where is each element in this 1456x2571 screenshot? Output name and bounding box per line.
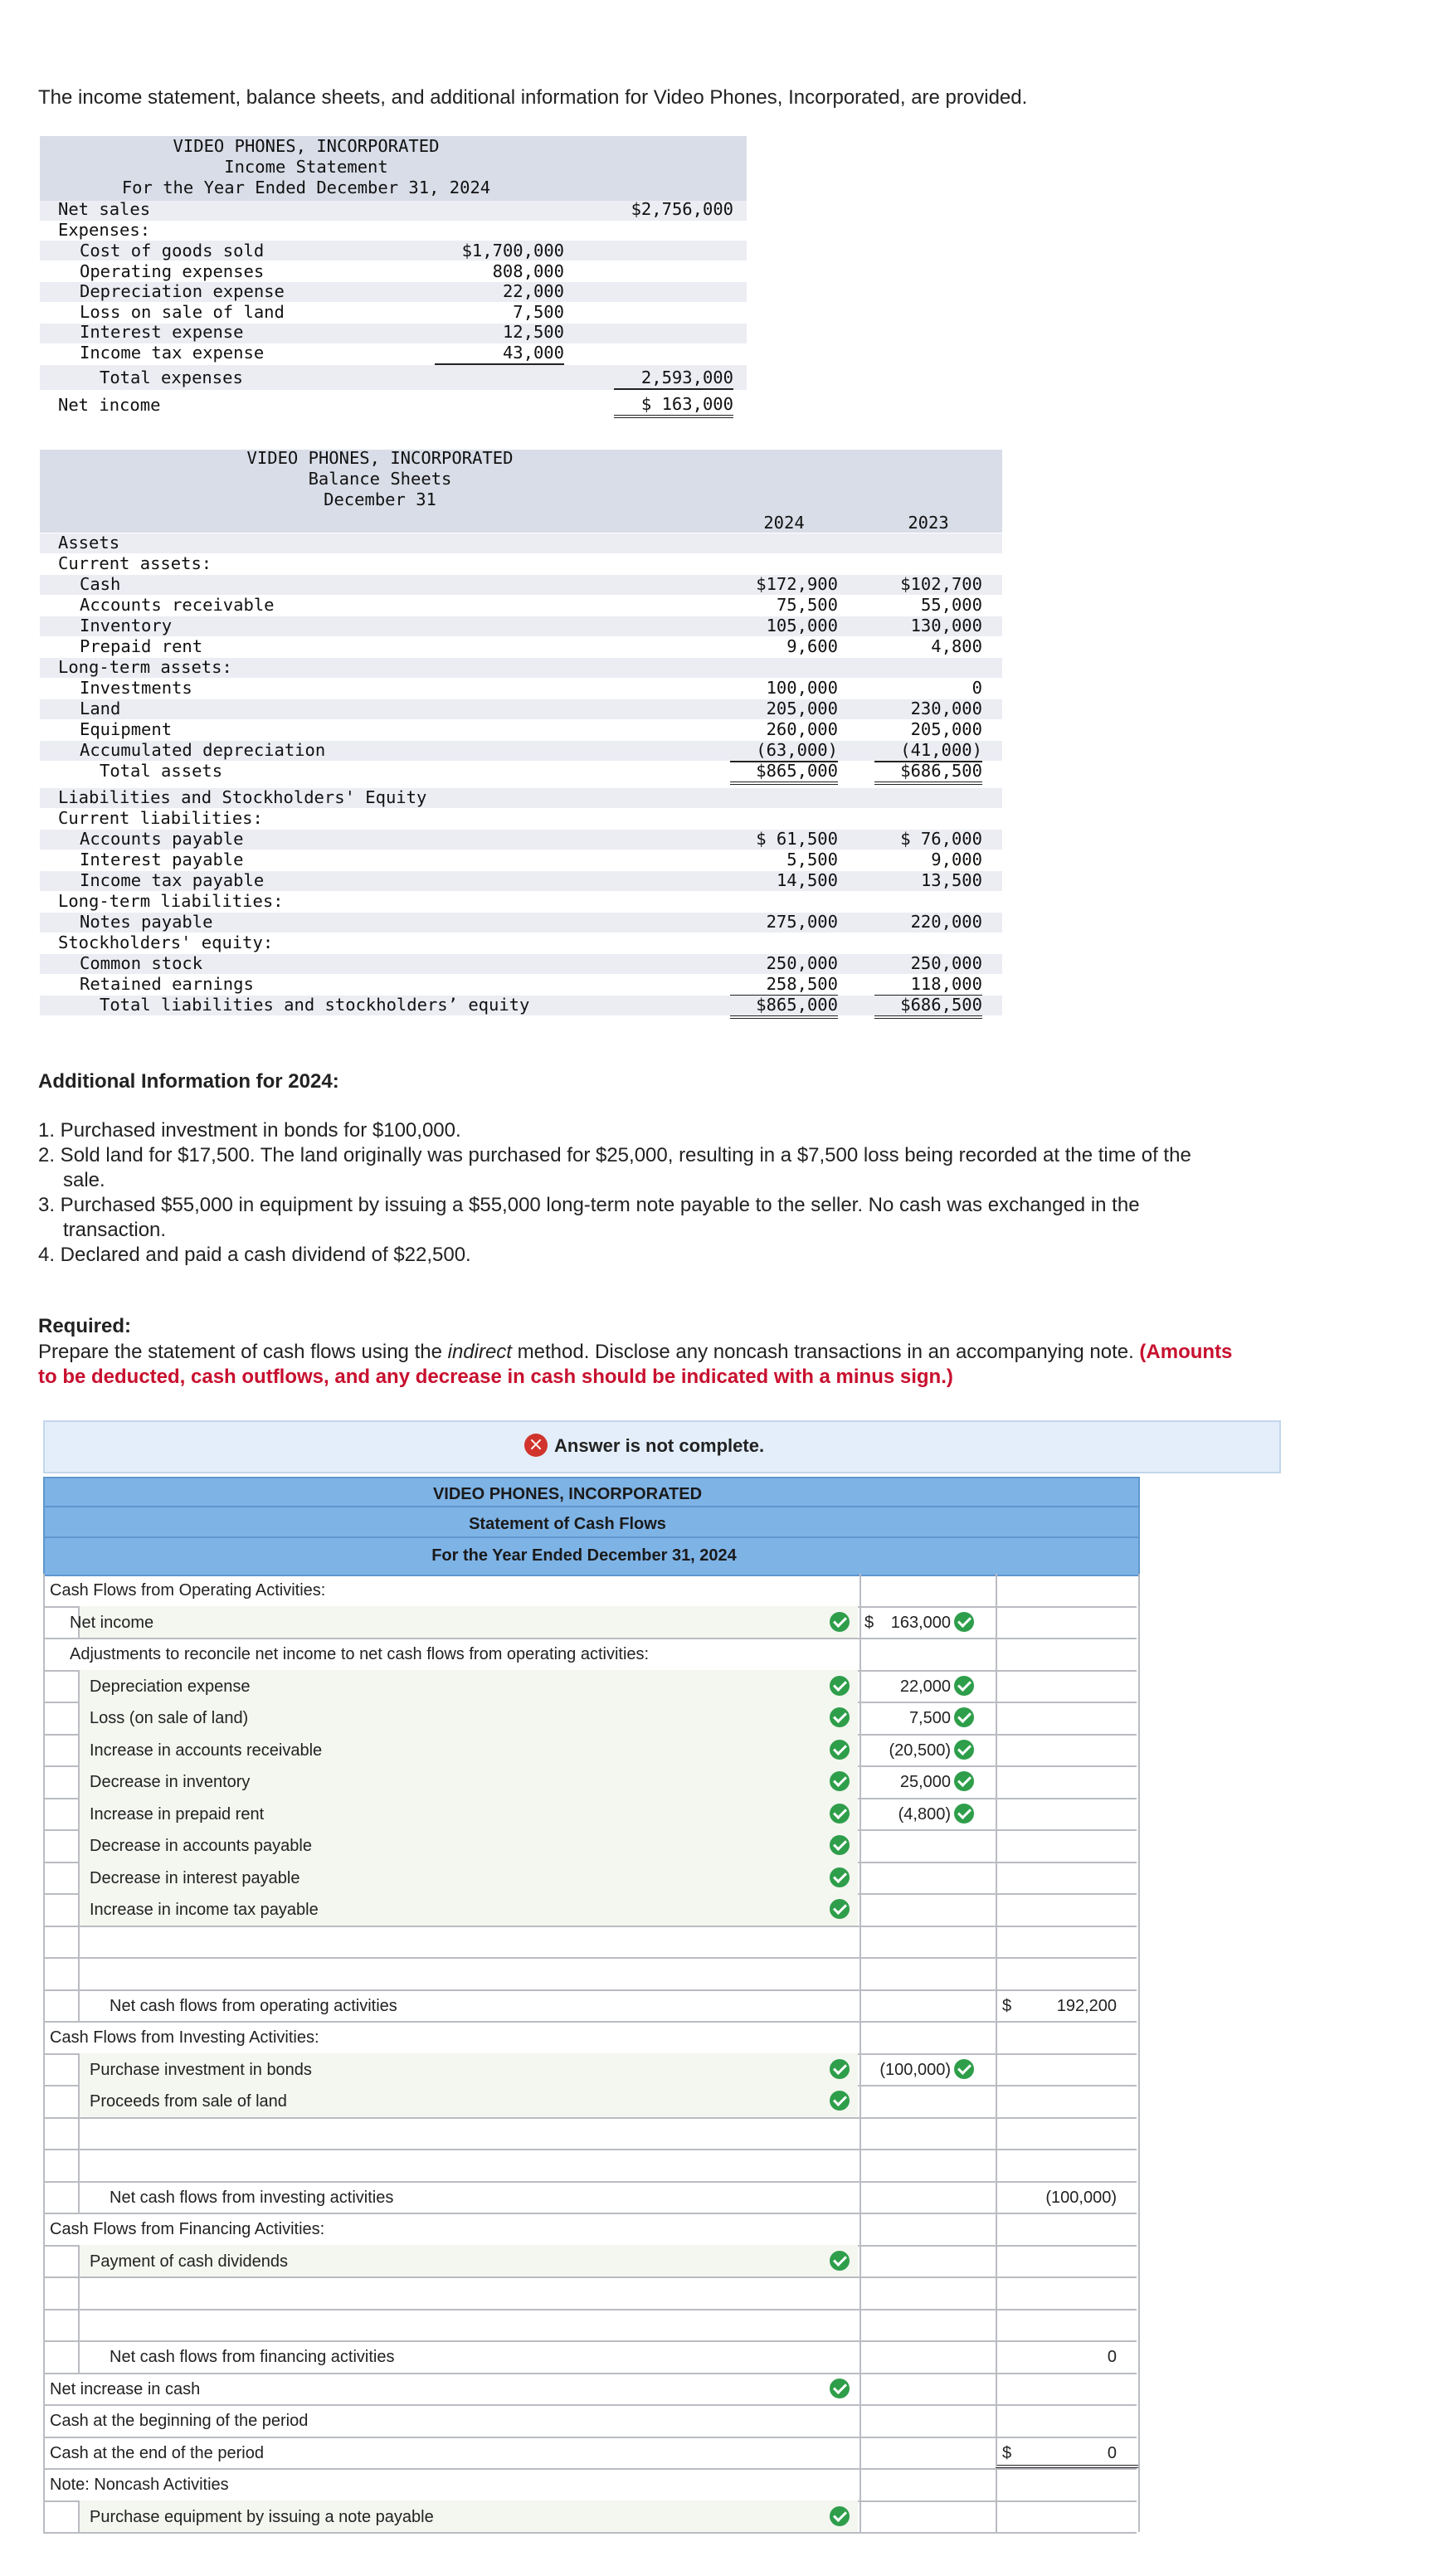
bs-row-value-v24: (63,000) <box>730 740 838 762</box>
cf-row-label[interactable]: Net cash flows from operating activities <box>110 1996 397 2015</box>
required-text <box>38 1340 1366 1390</box>
is-expense-amount: 22,000 <box>502 281 564 302</box>
additional-item: 3. Purchased $55,000 in equipment by issuing a $55,000 long-term note payable to the seller. No cash was exchanged in the <box>38 1194 1140 1216</box>
cf-row-label[interactable]: Payment of cash dividends <box>90 2252 289 2271</box>
cf-row <box>43 1957 1137 1991</box>
bs-row-value-v23: 13,500 <box>920 870 982 890</box>
cf-amount-cell[interactable] <box>859 2373 984 2405</box>
check-circle-icon <box>830 1867 850 1887</box>
bs-row-value-v24: 250,000 <box>766 953 838 973</box>
cf-row <box>43 1926 1137 1960</box>
check-circle-icon <box>830 1707 850 1727</box>
cf-amount-cell[interactable] <box>859 1638 984 1670</box>
bs-row-value-v23: $ 76,000 <box>900 829 982 849</box>
cf-row-label[interactable]: Loss (on sale of land) <box>90 1709 249 1727</box>
cf-amount-cell[interactable] <box>859 1957 984 1989</box>
cf-row-label: Cash Flows from Investing Activities: <box>50 2028 319 2047</box>
cf-amount-cell[interactable] <box>859 1989 984 2022</box>
is-net-income-label: Net income <box>58 395 161 415</box>
cf-row-label[interactable]: Increase in prepaid rent <box>90 1804 265 1824</box>
bs-row-label: Liabilities and Stockholders' Equity <box>58 787 427 807</box>
cf-amount-cell[interactable] <box>859 2021 984 2053</box>
cf-amount[interactable]: 22,000 <box>899 1677 951 1696</box>
additional-item: 2. Sold land for $17,500. The land originally was purchased for $25,000, resulting in a $7,500 loss being recorded at the time of the <box>38 1144 1191 1166</box>
cf-row-label[interactable]: Net cash flows from financing activities <box>110 2348 395 2366</box>
bs-row-label: Land <box>80 699 121 718</box>
cf-amount-cell[interactable] <box>859 2500 984 2533</box>
cf-total-cell[interactable] <box>996 1765 1138 1798</box>
x-circle-icon: × <box>524 1434 548 1457</box>
bs-row-label: Retained earnings <box>80 974 254 994</box>
cf-amount-cell[interactable] <box>859 2085 984 2117</box>
required-text-1: Prepare the statement of cash flows using the <box>38 1341 448 1363</box>
cf-row <box>43 2213 1137 2247</box>
cf-amount-cell[interactable] <box>859 2404 984 2437</box>
is-expense-amount: 7,500 <box>513 301 564 322</box>
cf-row-label[interactable]: Proceeds from sale of land <box>90 2092 287 2111</box>
cf-dollar-sign: $ <box>864 1613 874 1632</box>
is-expense-amount: 12,500 <box>502 322 564 343</box>
is-expense-amount: $1,700,000 <box>461 241 564 261</box>
bs-row-value-v24: 105,000 <box>766 616 838 635</box>
cf-total-cell[interactable] <box>996 1893 1138 1926</box>
check-circle-icon <box>830 2251 850 2271</box>
bs-row-value-v24: 14,500 <box>776 870 838 890</box>
cf-total-cell[interactable] <box>996 1702 1138 1734</box>
is-period: For the Year Ended December 31, 2024 <box>121 178 491 197</box>
cf-total-dollar-sign: $ <box>1002 2443 1012 2462</box>
check-circle-icon <box>954 1676 974 1696</box>
cf-row-label: Cash at the end of the period <box>50 2443 264 2462</box>
cf-amount[interactable]: (100,000) <box>879 2060 951 2079</box>
bs-row-value-v24: $ 61,500 <box>756 829 838 849</box>
cf-total-cell[interactable] <box>996 2309 1138 2341</box>
check-circle-icon <box>830 1740 850 1760</box>
bs-company: VIDEO PHONES, INCORPORATED <box>246 448 514 468</box>
bs-row-label: Current liabilities: <box>58 808 263 828</box>
cf-row-label[interactable]: Depreciation expense <box>90 1677 251 1696</box>
cf-total-cell[interactable] <box>996 2500 1138 2533</box>
cf-amount-cell[interactable] <box>859 2149 984 2181</box>
cf-row-label: Cash at the beginning of the period <box>50 2412 309 2430</box>
cf-row-label[interactable]: Decrease in interest payable <box>90 1868 300 1887</box>
cf-amount-cell[interactable] <box>859 1926 984 1958</box>
cf-total-cell[interactable] <box>996 1606 1138 1639</box>
additional-item: sale. <box>63 1169 105 1191</box>
bs-row-value-v23: (41,000) <box>874 740 982 762</box>
cf-row-label[interactable]: Decrease in accounts payable <box>90 1837 312 1855</box>
check-circle-icon <box>830 2059 850 2079</box>
cf-period: For the Year Ended December 31, 2024 <box>431 1546 737 1565</box>
bs-date: December 31 <box>324 489 436 509</box>
cf-row <box>43 1862 1137 1896</box>
check-circle-icon <box>830 1676 850 1696</box>
bs-row-value-v24: $865,000 <box>730 995 838 1019</box>
is-total-expenses-label: Total expenses <box>100 368 243 387</box>
cf-amount-cell[interactable] <box>859 2309 984 2341</box>
cf-company: VIDEO PHONES, INCORPORATED <box>432 1485 703 1503</box>
cf-total-cell[interactable] <box>996 1862 1138 1894</box>
check-circle-icon <box>954 1771 974 1791</box>
cf-header <box>43 1477 1140 1576</box>
bs-row-label: Common stock <box>80 953 203 973</box>
bs-row-value-v23: 250,000 <box>910 953 982 973</box>
cf-row-label: Note: Noncash Activities <box>50 2476 229 2494</box>
cf-row <box>43 2468 1137 2502</box>
bs-row-label: Accumulated depreciation <box>80 740 326 760</box>
is-expense-label: Income tax expense <box>80 343 265 363</box>
cf-table <box>43 1574 1140 2532</box>
bs-row-value-v23: 130,000 <box>910 616 982 635</box>
cf-total-cell[interactable] <box>996 2021 1138 2053</box>
cf-total-cell[interactable] <box>996 2373 1138 2405</box>
bs-row-value-v23: 205,000 <box>910 719 982 739</box>
additional-item: 4. Declared and paid a cash dividend of $22,500. <box>38 1244 471 1266</box>
cf-row <box>43 1989 1137 2023</box>
cf-total-cell[interactable] <box>996 1957 1138 1989</box>
bs-row-value-v24: 205,000 <box>766 699 838 718</box>
cf-total-cell[interactable] <box>996 2213 1138 2245</box>
cf-row <box>43 2404 1137 2438</box>
check-circle-icon <box>954 2059 974 2079</box>
cf-total-amount[interactable]: 0 <box>1107 2348 1117 2366</box>
is-total-expenses: 2,593,000 <box>614 368 733 390</box>
cf-row-label[interactable]: Increase in accounts receivable <box>90 1741 323 1760</box>
cf-row <box>43 2309 1137 2343</box>
cf-title: Statement of Cash Flows <box>469 1515 666 1533</box>
cf-amount-cell[interactable] <box>859 1862 984 1894</box>
cf-amount[interactable]: 25,000 <box>899 1773 951 1791</box>
cf-amount-cell[interactable] <box>859 1829 984 1862</box>
bs-row-value-v23: 220,000 <box>910 912 982 932</box>
cf-total-cell[interactable] <box>996 2276 1138 2309</box>
required-text-2: method. Disclose any noncash transactions in an accompanying note. <box>511 1341 1140 1363</box>
bs-row-label: Inventory <box>80 616 173 635</box>
bs-row-value-v24: $865,000 <box>730 761 838 785</box>
check-circle-icon <box>830 1771 850 1791</box>
cf-row <box>43 1638 1137 1672</box>
cf-row-label[interactable]: Net cash flows from investing activities <box>110 2188 394 2207</box>
cf-row-label: Adjustments to reconcile net income to net cash flows from operating activities: <box>70 1645 650 1663</box>
bs-row-label: Long-term liabilities: <box>58 891 284 911</box>
cf-amount[interactable]: 7,500 <box>908 1709 951 1727</box>
bs-row-label: Assets <box>58 533 120 553</box>
cf-row <box>43 2053 1137 2087</box>
cf-amount-cell[interactable] <box>859 2340 984 2373</box>
is-expense-label: Cost of goods sold <box>80 241 265 261</box>
cf-row <box>43 1574 1137 1608</box>
required-red-1: (Amounts <box>1139 1341 1233 1363</box>
additional-heading: Additional Information for 2024: <box>38 1070 339 1093</box>
is-title: Income Statement <box>224 157 388 177</box>
cf-row <box>43 2245 1137 2279</box>
check-circle-icon <box>954 1612 974 1632</box>
cf-row <box>43 1765 1137 1799</box>
cf-amount-cell[interactable] <box>859 2437 984 2469</box>
bs-row-value-v23: $102,700 <box>900 574 982 594</box>
is-net-sales-label: Net sales <box>58 199 151 219</box>
bs-col-2023: 2023 <box>908 513 949 533</box>
required-heading: Required: <box>38 1315 132 1337</box>
bs-row-value-v24: $172,900 <box>756 574 838 594</box>
cf-total-cell[interactable] <box>996 1926 1138 1958</box>
cf-row <box>43 1670 1137 1704</box>
cf-total-cell[interactable] <box>996 2245 1138 2277</box>
cf-amount-cell[interactable] <box>859 2117 984 2150</box>
cf-row <box>43 1606 1137 1640</box>
cf-total-amount[interactable]: 0 <box>1107 2443 1117 2462</box>
cf-row <box>43 2117 1137 2151</box>
required-italic: indirect <box>447 1341 512 1363</box>
bs-row-value-v23: $686,500 <box>874 761 982 785</box>
cf-total-cell[interactable] <box>996 1734 1138 1766</box>
intro-text: The income statement, balance sheets, and additional information for Video Phones, Incorporated, are provided. <box>38 86 1028 109</box>
bs-row-label: Prepaid rent <box>80 636 203 656</box>
cf-row <box>43 2085 1137 2119</box>
bs-row-label: Cash <box>80 574 121 594</box>
required-red-2: to be deducted, cash outflows, and any decrease in cash should be indicated with a minus sign.) <box>38 1366 953 1388</box>
cf-total-cell[interactable] <box>996 2468 1138 2500</box>
bs-row-value-v23: 230,000 <box>910 699 982 718</box>
bs-row-value-v24: 260,000 <box>766 719 838 739</box>
bs-row-label: Stockholders' equity: <box>58 932 274 952</box>
cf-amount[interactable]: (20,500) <box>889 1741 951 1760</box>
cf-total-cell[interactable] <box>996 1829 1138 1862</box>
cf-row <box>43 2340 1137 2374</box>
cf-amount[interactable]: 163,000 <box>890 1613 951 1632</box>
additional-list <box>38 1118 1191 1268</box>
check-circle-icon <box>954 1804 974 1824</box>
is-net-sales: $2,756,000 <box>631 199 733 219</box>
additional-item: 1. Purchased investment in bonds for $100,000. <box>38 1119 461 1142</box>
cf-row <box>43 1702 1137 1736</box>
bs-row-value-v23: 118,000 <box>874 974 982 996</box>
cf-total-cell[interactable] <box>996 1670 1138 1702</box>
bs-row-value-v23: 0 <box>971 678 982 698</box>
bs-row-value-v23: 55,000 <box>920 595 982 615</box>
is-expense-amount: 43,000 <box>435 343 564 365</box>
bs-row-value-v23: $686,500 <box>874 995 982 1019</box>
cf-amount-cell[interactable] <box>859 2245 984 2277</box>
cf-amount-cell[interactable] <box>859 2213 984 2245</box>
cf-row <box>43 2181 1137 2215</box>
is-expense-label: Depreciation expense <box>80 281 285 302</box>
answer-status-bar <box>43 1420 1281 1473</box>
check-circle-icon <box>830 1835 850 1855</box>
cf-total-cell[interactable] <box>996 1638 1138 1670</box>
cf-row <box>43 1829 1137 1863</box>
bs-col-2024: 2024 <box>763 513 805 533</box>
cf-amount-cell[interactable] <box>859 2181 984 2213</box>
cf-amount-cell[interactable] <box>859 1574 984 1606</box>
cf-total-cell[interactable] <box>996 2149 1138 2181</box>
check-circle-icon <box>954 1707 974 1727</box>
cf-total-cell[interactable] <box>996 2053 1138 2086</box>
bs-row-label: Total assets <box>100 761 223 781</box>
is-expense-label: Operating expenses <box>80 261 265 281</box>
is-expense-label: Interest expense <box>80 322 244 343</box>
cf-row-label[interactable]: Purchase investment in bonds <box>90 2060 312 2079</box>
cf-amount-cell[interactable] <box>859 2276 984 2309</box>
bs-row-label: Accounts receivable <box>80 595 275 615</box>
cf-total-cell[interactable] <box>996 2117 1138 2150</box>
is-expenses-label: Expenses: <box>58 220 151 240</box>
bs-row-label: Current assets: <box>58 553 212 573</box>
cf-row <box>43 2021 1137 2055</box>
cf-row-label: Cash Flows from Operating Activities: <box>50 1581 326 1600</box>
answer-status-text: Answer is not complete. <box>554 1435 765 1456</box>
cf-total-cell[interactable] <box>996 2404 1138 2437</box>
cf-total-amount[interactable]: (100,000) <box>1045 2188 1117 2207</box>
cf-total-cell[interactable] <box>996 1574 1138 1606</box>
cf-row <box>43 2276 1137 2310</box>
bs-row-value-v24: 9,600 <box>786 636 838 656</box>
cf-row-label[interactable]: Purchase equipment by issuing a note payable <box>90 2507 434 2526</box>
is-expense-amount: 808,000 <box>492 261 564 281</box>
check-circle-icon <box>830 2506 850 2526</box>
bs-row-value-v24: 275,000 <box>766 912 838 932</box>
check-circle-icon <box>830 2379 850 2398</box>
bs-row-label: Investments <box>80 678 192 698</box>
bs-row-value-v23: 9,000 <box>931 850 982 869</box>
check-circle-icon <box>830 1612 850 1632</box>
bs-title: Balance Sheets <box>308 469 452 489</box>
bs-row-value-v24: 75,500 <box>776 595 838 615</box>
cf-total-cell[interactable] <box>996 1798 1138 1830</box>
check-circle-icon <box>830 1804 850 1824</box>
cf-row-label[interactable]: Increase in income tax payable <box>90 1901 319 1919</box>
cf-row-label: Net increase in cash <box>50 2379 201 2398</box>
bs-row-value-v24: 258,500 <box>730 974 838 996</box>
cf-row <box>43 2437 1137 2471</box>
is-net-income: $ 163,000 <box>614 391 733 418</box>
is-expense-label: Loss on sale of land <box>80 301 285 322</box>
cf-row <box>43 1893 1137 1927</box>
bs-row-label: Notes payable <box>80 912 213 932</box>
check-circle-icon <box>954 1740 974 1760</box>
cf-row-label: Cash Flows from Financing Activities: <box>50 2220 325 2238</box>
cf-total-dollar-sign: $ <box>1002 1996 1012 2015</box>
cf-row <box>43 1734 1137 1768</box>
bs-row-label: Income tax payable <box>80 870 265 890</box>
cf-amount[interactable]: (4,800) <box>898 1804 951 1824</box>
cf-total-amount[interactable]: 192,200 <box>1056 1996 1117 2015</box>
cf-amount-cell[interactable] <box>859 2468 984 2500</box>
additional-item: transaction. <box>63 1219 167 1241</box>
cf-amount-cell[interactable] <box>859 1893 984 1926</box>
check-circle-icon <box>830 1899 850 1919</box>
bs-row-label: Equipment <box>80 719 173 739</box>
bs-row-label: Long-term assets: <box>58 657 232 677</box>
bs-row-label: Interest payable <box>80 850 244 869</box>
cf-row <box>43 2500 1137 2534</box>
bs-row-label: Accounts payable <box>80 829 244 849</box>
cf-row-label[interactable]: Decrease in inventory <box>90 1773 251 1791</box>
cf-row <box>43 2149 1137 2183</box>
bs-row-value-v23: 4,800 <box>931 636 982 656</box>
cf-row-label: Net income <box>70 1613 154 1632</box>
bs-row-label: Total liabilities and stockholders’ equity <box>100 995 530 1015</box>
is-company: VIDEO PHONES, INCORPORATED <box>173 136 440 156</box>
cf-row <box>43 1798 1137 1832</box>
cf-row <box>43 2373 1137 2407</box>
cf-total-cell[interactable] <box>996 2085 1138 2117</box>
bs-row-value-v24: 5,500 <box>786 850 838 869</box>
check-circle-icon <box>830 2091 850 2111</box>
bs-row-value-v24: 100,000 <box>766 678 838 698</box>
